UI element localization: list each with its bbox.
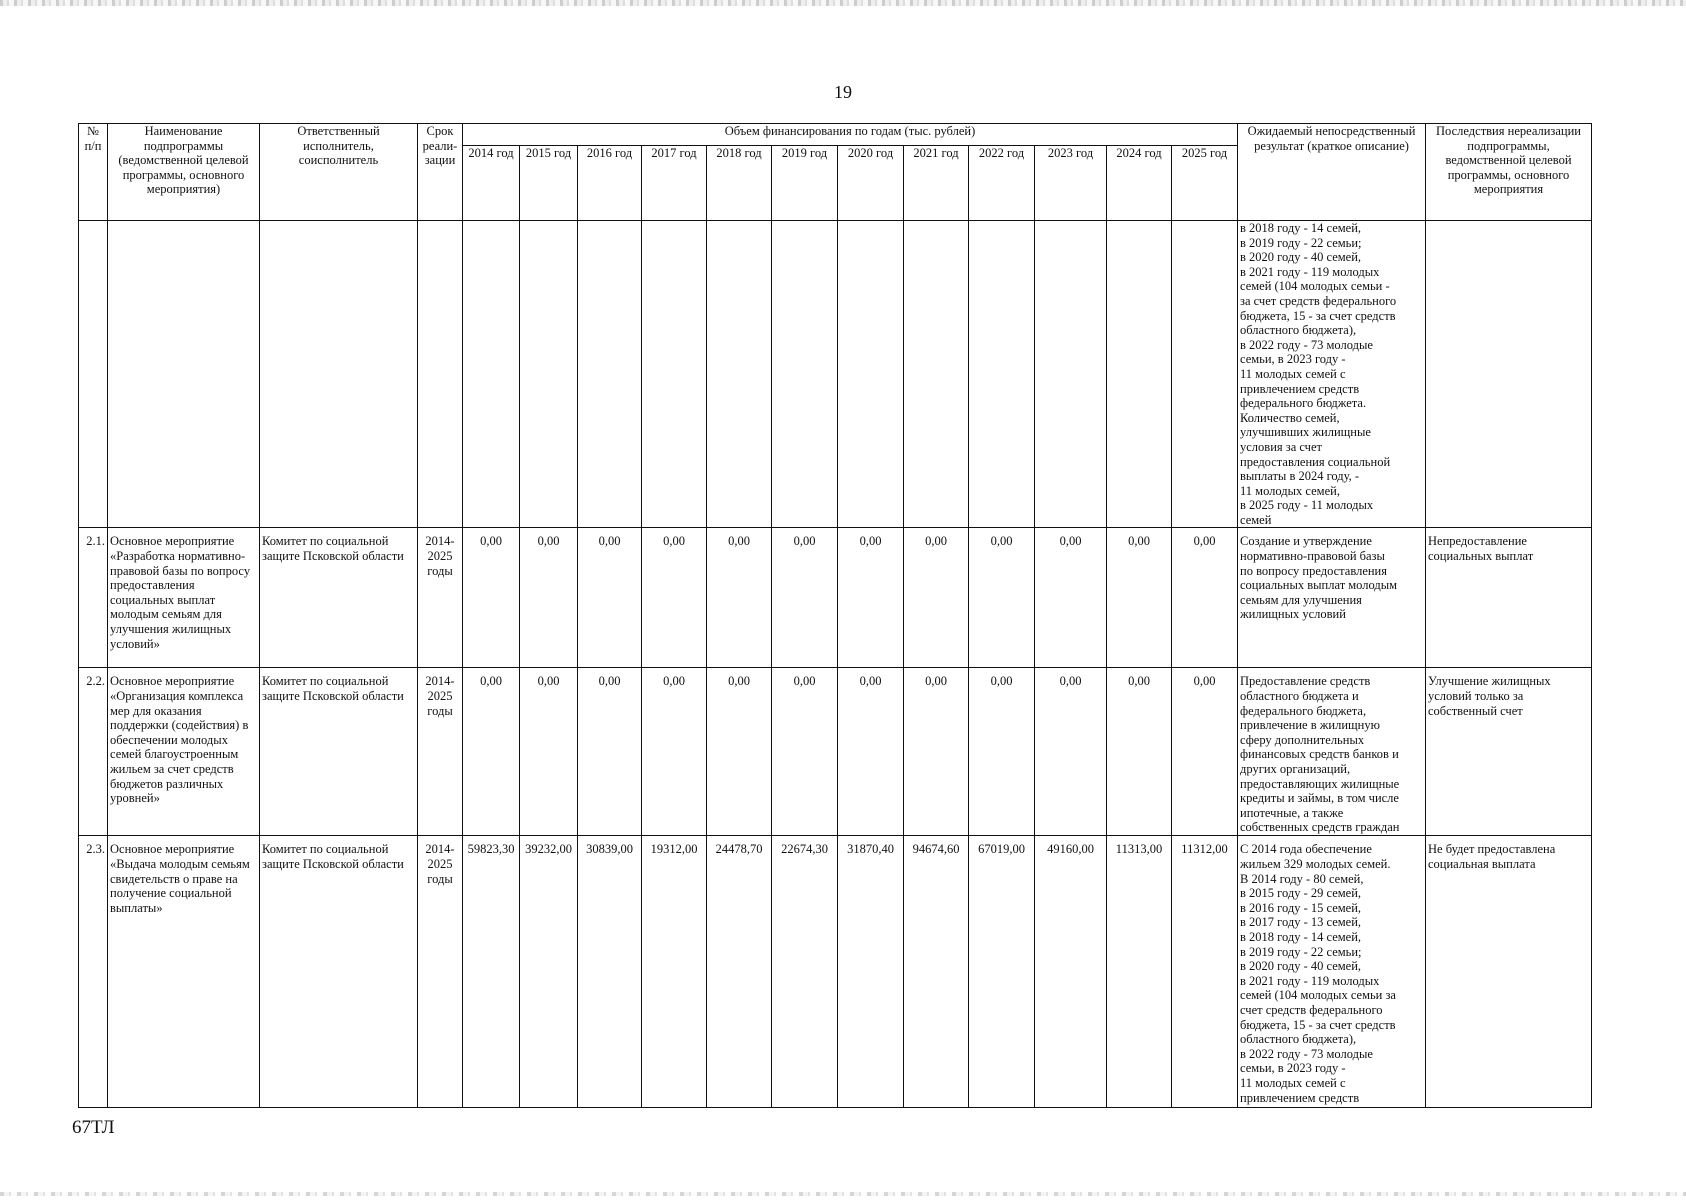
table-row bbox=[79, 668, 1592, 836]
page-number: 19 bbox=[834, 82, 852, 102]
cell-num: 2.3. bbox=[79, 836, 108, 1108]
cell-value: 0,00 bbox=[838, 668, 904, 836]
result-line: С 2014 года обеспечение bbox=[1240, 842, 1372, 857]
cell-empty bbox=[1035, 221, 1107, 528]
cell-empty bbox=[520, 221, 578, 528]
table-row bbox=[79, 528, 1592, 668]
result-line: привлечение в жилищную bbox=[1240, 718, 1380, 733]
result-line: семей bbox=[1240, 512, 1272, 527]
result-line: собственных средств граждан bbox=[1240, 820, 1400, 835]
cell-value: 11312,00 bbox=[1172, 836, 1238, 1108]
footer-code: 67ТЛ bbox=[72, 1117, 115, 1138]
result-line: Количество семей, bbox=[1240, 410, 1340, 425]
cell-value: 0,00 bbox=[520, 528, 578, 668]
cell-term: 2014-2025 годы bbox=[418, 668, 463, 836]
cell-empty bbox=[79, 221, 108, 528]
cell-value: 0,00 bbox=[642, 668, 707, 836]
cell-value: 59823,30 bbox=[463, 836, 520, 1108]
cell-name: Основное мероприятие «Выдача молодым семьям свидетельств о праве на получение социальной выплаты» bbox=[108, 836, 260, 1108]
cell-value: 11313,00 bbox=[1107, 836, 1172, 1108]
cell-empty bbox=[904, 221, 969, 528]
result-line: областного бюджета и bbox=[1240, 689, 1359, 704]
result-line: семьи, в 2023 году - bbox=[1240, 352, 1346, 367]
header-year: 2018 год bbox=[707, 146, 772, 221]
cell-result bbox=[1238, 221, 1426, 528]
header-year: 2014 год bbox=[463, 146, 520, 221]
cell-value: 30839,00 bbox=[578, 836, 642, 1108]
cell-value: 0,00 bbox=[1172, 668, 1238, 836]
header-year: 2015 год bbox=[520, 146, 578, 221]
cell-value: 0,00 bbox=[463, 528, 520, 668]
result-line: сферу дополнительных bbox=[1240, 732, 1365, 747]
cell-consequences: Не будет предоставлена социальная выплата bbox=[1426, 836, 1592, 1108]
result-line: В 2014 году - 80 семей, bbox=[1240, 871, 1364, 886]
cell-empty bbox=[260, 221, 418, 528]
cell-value: 0,00 bbox=[1172, 528, 1238, 668]
cell-empty bbox=[642, 221, 707, 528]
cell-value: 22674,30 bbox=[772, 836, 838, 1108]
cell-empty bbox=[1426, 221, 1592, 528]
cell-value: 0,00 bbox=[578, 668, 642, 836]
funding-table bbox=[78, 123, 1592, 1108]
cell-value: 0,00 bbox=[772, 528, 838, 668]
header-name: Наименование подпрограммы (ведомственной целевой программы, основного мероприятия) bbox=[108, 124, 260, 221]
cell-consequences: Улучшение жилищных условий только за собственный счет bbox=[1426, 668, 1592, 836]
cell-empty bbox=[969, 221, 1035, 528]
result-line: привлечением средств bbox=[1240, 381, 1360, 396]
result-line: предоставления социальной bbox=[1240, 454, 1391, 469]
result-line: Создание и утверждение bbox=[1240, 534, 1372, 549]
cell-empty bbox=[578, 221, 642, 528]
result-line: в 2021 году - 119 молодых bbox=[1240, 264, 1380, 279]
result-line: 11 молодых семей с bbox=[1240, 1075, 1346, 1090]
header-year: 2022 год bbox=[969, 146, 1035, 221]
result-line: по вопросу предоставления bbox=[1240, 563, 1387, 578]
result-line: бюджета, 15 - за счет средств bbox=[1240, 308, 1396, 323]
cell-value: 0,00 bbox=[642, 528, 707, 668]
cell-result bbox=[1238, 668, 1426, 836]
cell-value: 0,00 bbox=[1035, 668, 1107, 836]
result-line: в 2025 году - 11 молодых bbox=[1240, 498, 1374, 513]
cell-value: 31870,40 bbox=[838, 836, 904, 1108]
result-line: в 2015 году - 29 семей, bbox=[1240, 886, 1362, 901]
result-line: федерального бюджета, bbox=[1240, 703, 1367, 718]
cell-empty bbox=[838, 221, 904, 528]
result-line: привлечением средств bbox=[1240, 1090, 1360, 1105]
cell-value: 0,00 bbox=[904, 668, 969, 836]
result-line: 11 молодых семей с bbox=[1240, 366, 1346, 381]
header-consequences: Последствия нереализации подпрограммы, ведомственной целевой программы, основного мероприятия bbox=[1426, 124, 1592, 221]
cell-result bbox=[1238, 528, 1426, 668]
header-year: 2019 год bbox=[772, 146, 838, 221]
result-line: финансовых средств банков и bbox=[1240, 747, 1399, 762]
result-line: областного бюджета), bbox=[1240, 323, 1357, 338]
scan-edge-top bbox=[0, 0, 1686, 6]
cell-empty bbox=[772, 221, 838, 528]
result-line: семей (104 молодых семьи за bbox=[1240, 988, 1396, 1003]
header-year: 2020 год bbox=[838, 146, 904, 221]
result-line: жилищных условий bbox=[1240, 607, 1346, 622]
cell-value: 0,00 bbox=[969, 528, 1035, 668]
cell-value: 94674,60 bbox=[904, 836, 969, 1108]
scan-edge-bottom bbox=[0, 1192, 1686, 1196]
cell-empty bbox=[463, 221, 520, 528]
result-line: в 2017 году - 13 семей, bbox=[1240, 915, 1362, 930]
cell-name: Основное мероприятие «Организация комплекса мер для оказания поддержки (содействия) в обеспечении молодых семей благоустроенным жильем за счет средств бюджетов различных уровней» bbox=[108, 668, 260, 836]
result-line: в 2018 году - 14 семей, bbox=[1240, 930, 1362, 945]
result-line: семьям для улучшения bbox=[1240, 592, 1362, 607]
result-line: кредиты и займы, в том числе bbox=[1240, 791, 1399, 806]
header-result: Ожидаемый непосредственный результат (краткое описание) bbox=[1238, 124, 1426, 221]
result-line: жильем 329 молодых семей. bbox=[1240, 857, 1391, 872]
cell-value: 0,00 bbox=[707, 528, 772, 668]
result-line: в 2020 году - 40 семей, bbox=[1240, 250, 1362, 265]
cell-empty bbox=[418, 221, 463, 528]
result-line: других организаций, bbox=[1240, 762, 1351, 777]
cell-empty bbox=[1172, 221, 1238, 528]
cell-value: 49160,00 bbox=[1035, 836, 1107, 1108]
result-line: в 2016 году - 15 семей, bbox=[1240, 900, 1362, 915]
result-line: 11 молодых семей, bbox=[1240, 483, 1340, 498]
header-num: № п/п bbox=[79, 124, 108, 221]
cell-value: 24478,70 bbox=[707, 836, 772, 1108]
header-year: 2023 год bbox=[1035, 146, 1107, 221]
cell-name: Основное мероприятие «Разработка нормативно-правовой базы по вопросу предоставления социальных выплат молодым семьям для улучшения жилищных условий» bbox=[108, 528, 260, 668]
cell-num: 2.2. bbox=[79, 668, 108, 836]
header-term: Срок реали-зации bbox=[418, 124, 463, 221]
header-year: 2021 год bbox=[904, 146, 969, 221]
header-funding-group: Объем финансирования по годам (тыс. рублей) bbox=[463, 124, 1238, 146]
header-year: 2025 год bbox=[1172, 146, 1238, 221]
table-row bbox=[79, 836, 1592, 1108]
result-line: условия за счет bbox=[1240, 439, 1322, 454]
cell-value: 0,00 bbox=[1107, 668, 1172, 836]
header-year: 2017 год bbox=[642, 146, 707, 221]
result-line: предоставляющих жилищные bbox=[1240, 776, 1400, 791]
result-line: в 2022 году - 73 молодые bbox=[1240, 337, 1373, 352]
cell-empty bbox=[707, 221, 772, 528]
result-line: социальных выплат молодым bbox=[1240, 578, 1398, 593]
header-year: 2016 год bbox=[578, 146, 642, 221]
result-line: выплаты в 2024 году, - bbox=[1240, 469, 1360, 484]
result-line: в 2020 году - 40 семей, bbox=[1240, 959, 1362, 974]
cell-value: 0,00 bbox=[772, 668, 838, 836]
cell-empty bbox=[108, 221, 260, 528]
result-line: семьи, в 2023 году - bbox=[1240, 1061, 1346, 1076]
cell-executor: Комитет по социальной защите Псковской области bbox=[260, 836, 418, 1108]
cell-value: 0,00 bbox=[838, 528, 904, 668]
result-line: за счет средств федерального bbox=[1240, 293, 1397, 308]
result-line: семей (104 молодых семьи - bbox=[1240, 279, 1390, 294]
cell-value: 0,00 bbox=[969, 668, 1035, 836]
cell-num: 2.1. bbox=[79, 528, 108, 668]
result-line: в 2019 году - 22 семьи; bbox=[1240, 235, 1362, 250]
cell-value: 0,00 bbox=[463, 668, 520, 836]
result-line: бюджета, 15 - за счет средств bbox=[1240, 1017, 1396, 1032]
cell-term: 2014-2025 годы bbox=[418, 836, 463, 1108]
result-line: в 2019 году - 22 семьи; bbox=[1240, 944, 1362, 959]
result-line: в 2021 году - 119 молодых bbox=[1240, 973, 1380, 988]
result-line: ипотечные, а также bbox=[1240, 805, 1344, 820]
result-line: нормативно-правовой базы bbox=[1240, 549, 1385, 564]
header-executor: Ответственный исполнитель, соисполнитель bbox=[260, 124, 418, 221]
cell-value: 0,00 bbox=[707, 668, 772, 836]
result-line: федерального бюджета. bbox=[1240, 396, 1367, 411]
cell-value: 0,00 bbox=[1035, 528, 1107, 668]
header-year: 2024 год bbox=[1107, 146, 1172, 221]
cell-value: 0,00 bbox=[578, 528, 642, 668]
cell-term: 2014-2025 годы bbox=[418, 528, 463, 668]
cell-empty bbox=[1107, 221, 1172, 528]
result-line: в 2018 году - 14 семей, bbox=[1240, 221, 1362, 235]
result-line: счет средств федерального bbox=[1240, 1003, 1383, 1017]
cell-value: 0,00 bbox=[1107, 528, 1172, 668]
continuation-row bbox=[79, 221, 1592, 528]
cell-result bbox=[1238, 836, 1426, 1108]
result-line: улучшивших жилищные bbox=[1240, 425, 1371, 440]
result-line: Предоставление средств bbox=[1240, 674, 1371, 689]
result-line: областного бюджета), bbox=[1240, 1032, 1357, 1047]
result-line: в 2022 году - 73 молодые bbox=[1240, 1046, 1373, 1061]
cell-executor: Комитет по социальной защите Псковской области bbox=[260, 668, 418, 836]
cell-value: 0,00 bbox=[904, 528, 969, 668]
cell-value: 39232,00 bbox=[520, 836, 578, 1108]
cell-executor: Комитет по социальной защите Псковской области bbox=[260, 528, 418, 668]
cell-value: 19312,00 bbox=[642, 836, 707, 1108]
cell-consequences: Непредоставление социальных выплат bbox=[1426, 528, 1592, 668]
cell-value: 0,00 bbox=[520, 668, 578, 836]
cell-value: 67019,00 bbox=[969, 836, 1035, 1108]
